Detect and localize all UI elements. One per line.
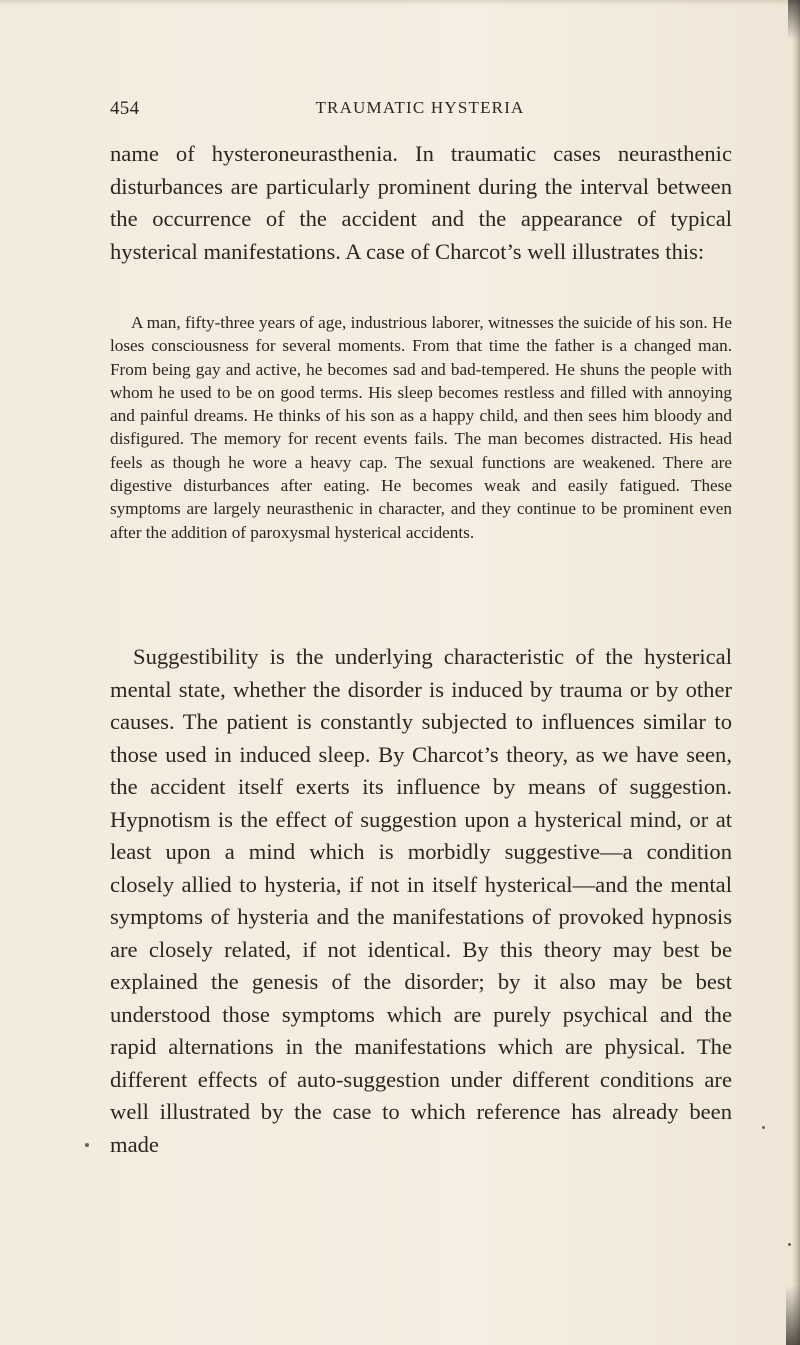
- paragraph-intro: name of hysteroneurasthenia. In traumatic cases neurasthenic disturbances are particularly prominent during the interval between the occurrence of the accident and the appearance of typical hysterical manifestations. A case of Charcot’s well illustrates this:: [110, 141, 732, 264]
- paper-speck: [788, 1243, 791, 1246]
- paper-speck: [85, 1143, 89, 1147]
- page-corner-shadow-top: [788, 0, 800, 40]
- page-top-edge: [0, 0, 800, 6]
- page-right-edge: [792, 0, 800, 1345]
- running-head: TRAUMATIC HYSTERIA: [315, 98, 525, 117]
- paper-speck: [762, 1126, 765, 1129]
- page-number: 454: [110, 98, 140, 119]
- page-corner-shadow-bottom: [786, 1285, 800, 1345]
- paragraph-suggestibility: Suggestibility is the underlying characteristic of the hysterical mental state, whether the disorder is induced by trauma or by other causes. The patient is constantly subjected to influences similar to those used in induced sleep. By Charcot’s theory, as we have seen, the accident itself exerts its influence by means of suggestion. Hypnotism is the effect of suggestion upon a hysterical mind, or at least upon a mind which is morbidly suggestive—a condition closely allied to hysteria, if not in itself hysterical—and the mental symptoms of hysteria and the manifestations of provoked hypnosis are closely related, if not identical. By this theory may best be explained the genesis of the disorder; by it also may be best understood those symptoms which are purely psychical and the rapid alternations in the manifestations which are physical. The different effects of auto-suggestion under different conditions are well illustrated by the case to which reference has already been made: [110, 644, 732, 1157]
- page-header: [110, 98, 730, 128]
- case-quote: A man, fifty-three years of age, industrious laborer, witnesses the suicide of his son. He loses consciousness for several moments. From that time the father is a changed man. From being gay and active, he becomes sad and bad-tempered. He shuns the people with whom he used to be on good terms. His sleep becomes restless and filled with annoying and painful dreams. He thinks of his son as a happy child, and then sees him bloody and disfigured. The memory for recent events fails. The man becomes distracted. His head feels as though he wore a heavy cap. The sexual functions are weakened. There are digestive disturbances after eating. He becomes weak and easily fatigued. These symptoms are largely neurasthenic in character, and they continue to be prominent even after the addition of paroxysmal hysterical accidents.: [110, 313, 732, 542]
